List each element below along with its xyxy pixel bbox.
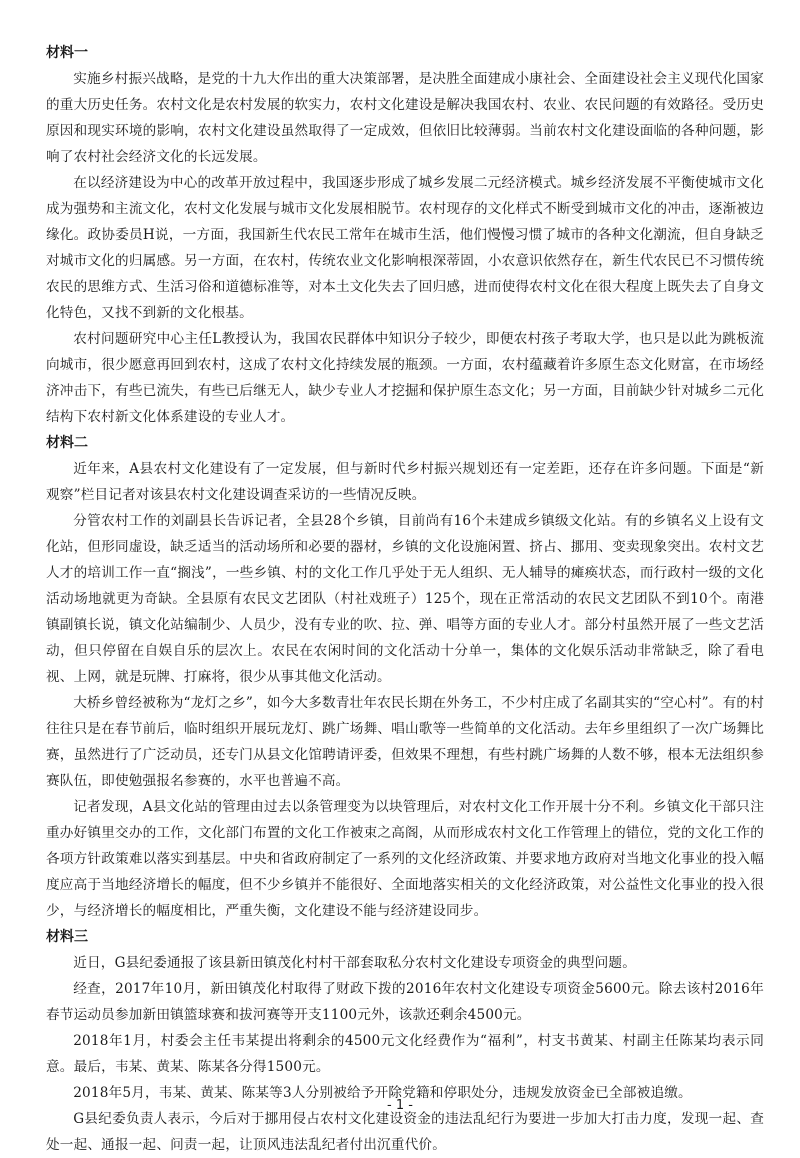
section-1-paragraph-2: 在以经济建设为中心的改革开放过程中，我国逐步形成了城乡发展二元经济模式。城乡经济发展不平衡使城市文化成为强势和主流文化，农村文化发展与城市文化发展相脱节。农村现存的文化样式不断受到城市文化的冲击，逐渐被边缘化。政协委员H说，一方面，我国新生代农民工常年在城市生活，他们慢慢习惯了城市的各种文化潮流，但自身缺乏对城市文化的归属感。另一方面，在农村，传统农业文化影响根深蒂固，小农意识依然存在，新生代农民已不习惯传统农民的思维方式、生活习俗和道德标准等，对本土文化失去了回归感，进而使得农村文化在很大程度上既失去了自身文化特色，又找不到新的文化根基。	[46, 175, 764, 321]
section-2-paragraph-3: 大桥乡曾经被称为“龙灯之乡”，如今大多数青壮年农民长期在外务工，不少村庄成了名副其实的“空心村”。有的村往往只是在春节前后，临时组织开展玩龙灯、跳广场舞、唱山歌等一些简单的文化活动。去年乡里组织了一次广场舞比赛，虽然进行了广泛动员，还专门从县文化馆聘请评委，但效果不理想，有些村跳广场舞的人数不够，根本无法组织参赛队伍，即使勉强报名参赛的，水平也普遍不高。	[46, 695, 764, 789]
section-1-paragraph-3: 农村问题研究中心主任L教授认为，我国农民群体中知识分子较少，即便农村孩子考取大学，也只是以此为跳板流向城市，很少愿意再回到农村，这成了农村文化持续发展的瓶颈。一方面，农村蕴藏着许多原生态文化财富，在市场经济冲击下，有些已流失，有些已后继无人，缺少专业人才挖掘和保护原生态文化；另一方面，目前缺少针对城乡二元化结构下农村新文化体系建设的专业人才。	[46, 331, 764, 425]
section-1-paragraph-1: 实施乡村振兴战略，是党的十九大作出的重大决策部署，是决胜全面建成小康社会、全面建设社会主义现代化国家的重大历史任务。农村文化是农村发展的软实力，农村文化建设是解决我国农村、农业、农民问题的有效路径。受历史原因和现实环境的影响，农村文化建设虽然取得了一定成效，但依旧比较薄弱。当前农村文化建设面临的各种问题，影响了农村社会经济文化的长远发展。	[46, 71, 764, 165]
section-3-paragraph-2: 经查，2017年10月，新田镇茂化村取得了财政下拨的2016年农村文化建设专项资金5600元。除去该村2016年春节运动员参加新田镇篮球赛和拔河赛等开支1100元外，该款还剩余4500元。	[46, 981, 764, 1023]
section-3-title: 材料三	[46, 929, 88, 945]
section-2-paragraph-1: 近年来，A县农村文化建设有了一定发展，但与新时代乡村振兴规划还有一定差距，还存在许多问题。下面是“新观察”栏目记者对该县农村文化建设调查采访的一些情况反映。	[46, 461, 764, 503]
section-3-paragraph-4: 2018年5月，韦某、黄某、陈某等3人分别被给予开除党籍和停职处分，违规发放资金已全部被追缴。	[73, 1085, 692, 1101]
document-page	[46, 40, 764, 1158]
page-number: - 1 -	[387, 1098, 413, 1113]
section-2-paragraph-2: 分管农村工作的刘副县长告诉记者，全县28个乡镇，目前尚有16个未建成乡镇级文化站。有的乡镇名义上设有文化站，但形同虚设，缺乏适当的活动场所和必要的器材，乡镇的文化设施闲置、挤占、挪用、变卖现象突出。农村文艺人才的培训工作一直“搁浅”，一些乡镇、村的文化工作几乎处于无人组织、无人辅导的瘫痪状态，而行政村一级的文化活动场地就更为奇缺。全县原有农民文艺团队（村社戏班子）125个，现在正常活动的农民文艺团队不到10个。南港镇副镇长说，镇文化站编制少、人员少，没有专业的吹、拉、弹、唱等方面的专业人才。部分村虽然开展了一些文艺活动，但只停留在自娱自乐的层次上。农民在农闲时间的文化活动十分单一，集体的文化娱乐活动非常缺乏，除了看电视、上网，就是玩牌、打麻将，很少从事其他文化活动。	[46, 513, 764, 685]
section-3-paragraph-3: 2018年1月，村委会主任韦某提出将剩余的4500元文化经费作为“福利”，村支书黄某、村副主任陈某均表示同意。最后，韦某、黄某、陈某各分得1500元。	[46, 1033, 764, 1075]
section-3-paragraph-5: G县纪委负责人表示，今后对于挪用侵占农村文化建设资金的违法乱纪行为要进一步加大打击力度，发现一起、查处一起、通报一起、问责一起，让顶风违法乱纪者付出沉重代价。	[46, 1111, 764, 1153]
section-3-paragraph-1: 近日，G县纪委通报了该县新田镇茂化村村干部套取私分农村文化建设专项资金的典型问题。	[73, 955, 636, 971]
section-1-title: 材料一	[46, 45, 88, 61]
section-2-title: 材料二	[46, 435, 88, 451]
section-2-paragraph-4: 记者发现，A县文化站的管理由过去以条管理变为以块管理后，对农村文化工作开展十分不利。乡镇文化干部只注重办好镇里交办的工作，文化部门布置的文化工作被束之高阁，从而形成农村文化工作管理上的错位，党的文化工作的各项方针政策难以落实到基层。中央和省政府制定了一系列的文化经济政策、并要求地方政府对当地文化事业的投入幅度应高于当地经济增长的幅度，但不少乡镇并不能很好、全面地落实相关的文化经济政策，对公益性文化事业的投入很少，与经济增长的幅度相比，严重失衡，文化建设不能与经济建设同步。	[46, 799, 764, 919]
